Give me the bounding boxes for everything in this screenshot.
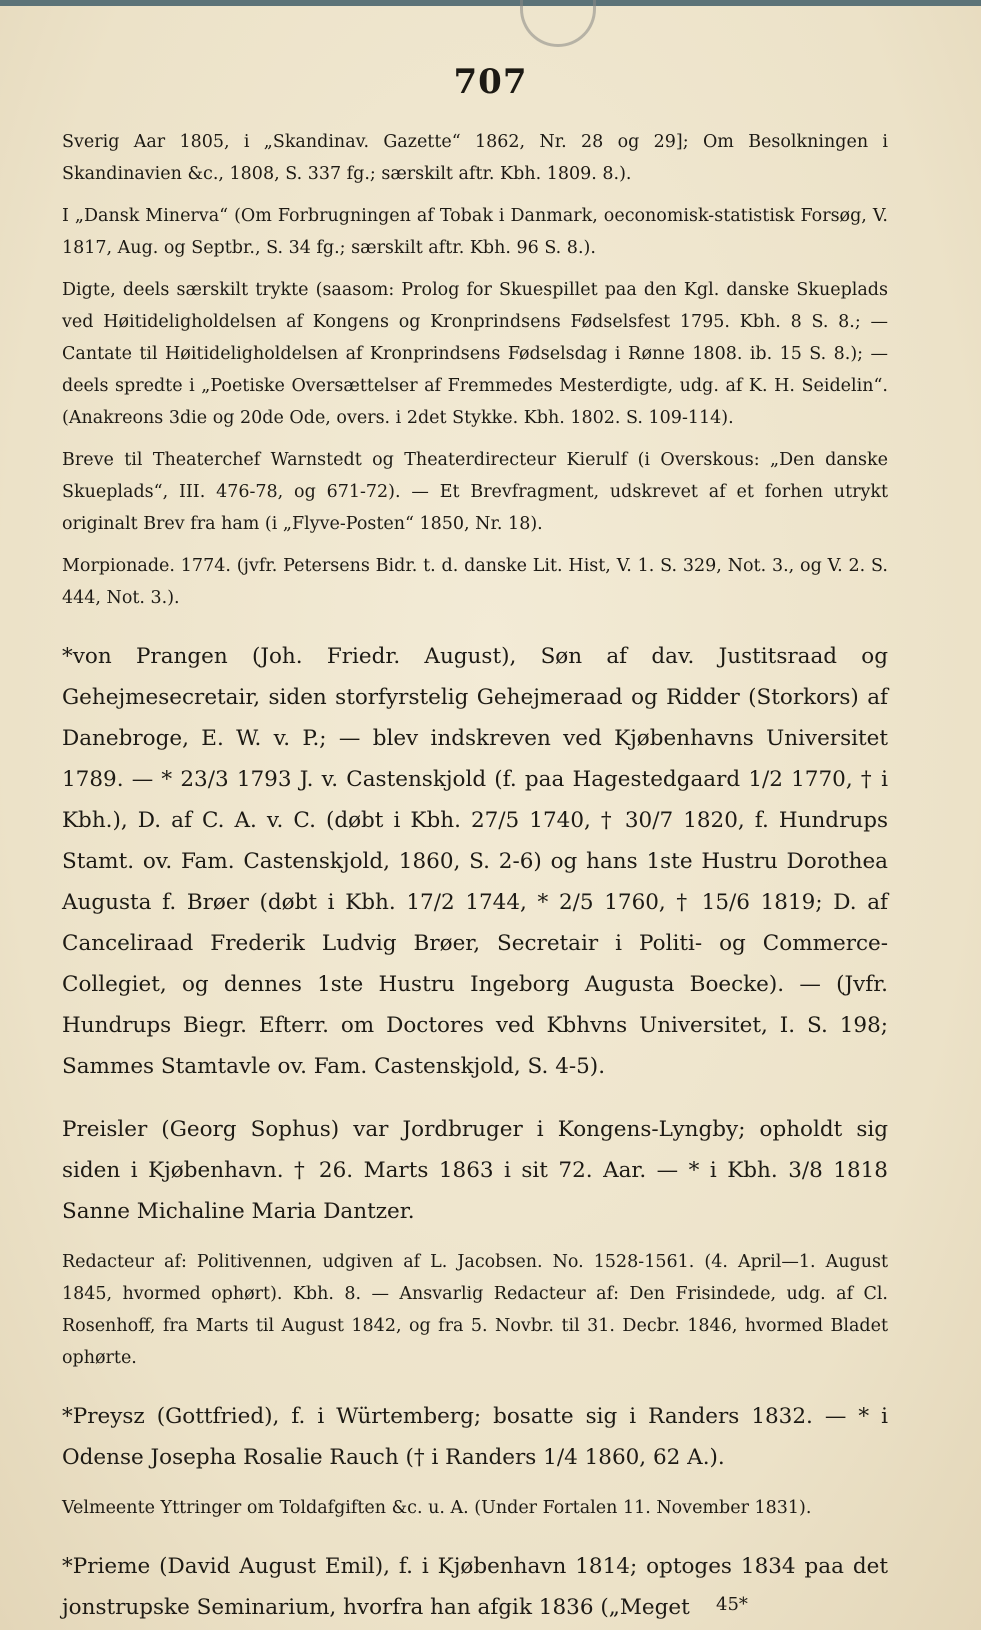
paragraph-morpionade: Morpionade. 1774. (jvfr. Petersens Bidr. t. d. danske Lit. Hist, V. 1. S. 329, Not. 3., og V. 2. S. 444, Not. 3.). bbox=[62, 556, 888, 608]
entry-preysz: *Preysz (Gottfried), f. i Würtemberg; bosatte sig i Randers 1832. — * i Odense Josepha Rosalie Rauch († i Randers 1/4 1860, 62 A.). bbox=[62, 1404, 888, 1470]
page-number: 707 bbox=[453, 62, 528, 102]
paragraph-redacteur: Redacteur af: Politivennen, udgiven af L. Jacobsen. No. 1528-1561. (4. April—1. August 1845, hvormed ophørt). Kbh. 8. — Ansvarlig Redacteur af: Den Frisindede, udg. af Cl. Rosenhoff, fra Marts til August 1842, og fra 5. Novbr. til 31. Decbr. 1846, hvormed Bladet ophørte. bbox=[62, 1252, 888, 1368]
paragraph-sverig: Sverig Aar 1805, i „Skandinav. Gazette“ 1862, Nr. 28 og 29]; Om Besolkningen i Skandinavien &c., 1808, S. 337 fg.; særskilt aftr. Kbh. 1809. 8.). bbox=[62, 132, 888, 184]
paragraph-breve: Breve til Theaterchef Warnstedt og Theaterdirecteur Kierulf (i Overskous: „Den danske Skueplads“, III. 476-78, og 671-72). — Et Brevfragment, udskrevet af et forhen utrykt originalt Brev fra ham (i „Flyve-Posten“ 1850, Nr. 18). bbox=[62, 450, 888, 534]
entry-preisler: Preisler (Georg Sophus) var Jordbruger i Kongens-Lyngby; opholdt sig siden i Kjøbenhavn. † 26. Marts 1863 i sit 72. Aar. — * i Kbh. 3/8 1818 Sanne Michaline Maria Dantzer. bbox=[62, 1117, 888, 1224]
printer-signature: 45* bbox=[716, 1594, 748, 1615]
page-body bbox=[62, 126, 888, 1628]
entry-prieme: *Prieme (David August Emil), f. i Kjøbenhavn 1814; optoges 1834 paa det jonstrupske Seminarium, hvorfra han afgik 1836 („Meget bbox=[62, 1554, 888, 1620]
paragraph-velmeente: Velmeente Yttringer om Toldafgiften &c. u. A. (Under Fortalen 11. November 1831). bbox=[62, 1498, 812, 1518]
top-edge-band bbox=[0, 0, 981, 6]
entry-prangen: *von Prangen (Joh. Friedr. August), Søn af dav. Justitsraad og Gehejmesecretair, siden storfyrstelig Gehejmeraad og Ridder (Storkors) af Danebroge, E. W. v. P.; — blev indskreven ved Kjøbenhavns Universitet 1789. — * 23/3 1793 J. v. Castenskjold (f. paa Hagestedgaard 1/2 1770, † i Kbh.), D. af C. A. v. C. (døbt i Kbh. 27/5 1740, † 30/7 1820, f. Hundrups Stamt. ov. Fam. Castenskjold, 1860, S. 2-6) og hans 1ste Hustru Dorothea Augusta f. Brøer (døbt i Kbh. 17/2 1744, * 2/5 1760, † 15/6 1819; D. af Canceliraad Frederik Ludvig Brøer, Secretair i Politi- og Commerce-Collegiet, og dennes 1ste Hustru Ingeborg Augusta Boecke). — (Jvfr. Hundrups Biegr. Efterr. om Doctores ved Kbhvns Universitet, I. S. 198; Sammes Stamtavle ov. Fam. Castenskjold, S. 4-5). bbox=[62, 644, 888, 1079]
binding-stitch bbox=[520, 0, 596, 47]
paragraph-minerva: I „Dansk Minerva“ (Om Forbrugningen af Tobak i Danmark, oeconomisk-statistisk Forsøg, V. 1817, Aug. og Septbr., S. 34 fg.; særskilt aftr. Kbh. 96 S. 8.). bbox=[62, 206, 888, 258]
paragraph-digte: Digte, deels særskilt trykte (saasom: Prolog for Skuespillet paa den Kgl. danske Skueplads ved Høitideligholdelsen af Kongens og Kronprindsens Fødselsfest 1795. Kbh. 8 S. 8.; — Cantate til Høitideligholdelsen af Kronprindsens Fødselsdag i Rønne 1808. ib. 15 S. 8.); — deels spredte i „Poetiske Oversættelser af Fremmedes Mesterdigte, udg. af K. H. Seidelin“. (Anakreons 3die og 20de Ode, overs. i 2det Stykke. Kbh. 1802. S. 109-114). bbox=[62, 280, 888, 428]
